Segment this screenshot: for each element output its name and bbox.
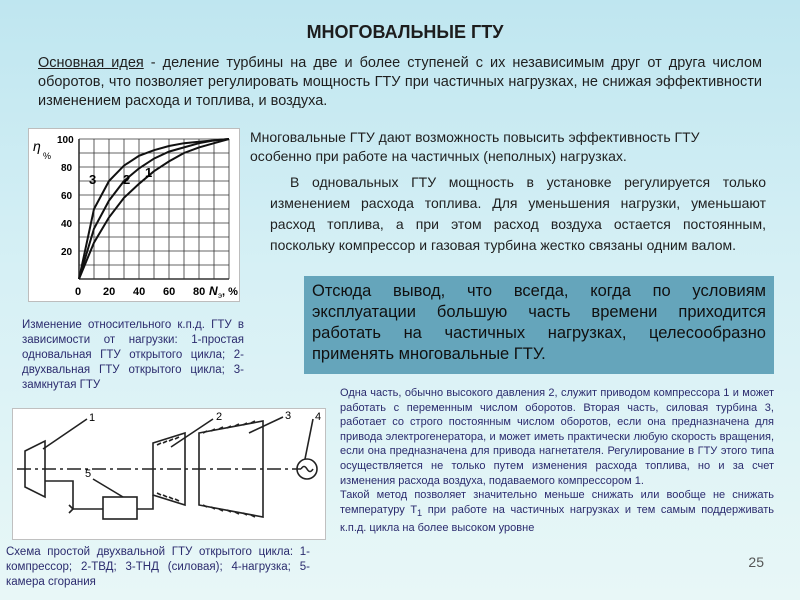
y-tick-80: 80 bbox=[61, 163, 73, 174]
compressed-air-duct bbox=[45, 481, 103, 509]
description-part1: Одна часть, обычно высокого давления 2, служит приводом компрессора 1 и может работать с переменным числом оборотов. Вторая часть, силовая турбина 3, работает со строго постоянным числом оборотов, если она предназначена для привода электрогенератора, и может иметь практически любую скорость вращения, если она предназначена для привода нагнетателя. Регулирование в ГТУ этого типа осуществляется не только путем изменения расхода топлива, но и за счет изменения расхода воздуха, подаваемого компрессором 1. bbox=[340, 387, 774, 487]
description-part2-sub: 1 bbox=[417, 507, 423, 518]
main-idea-paragraph bbox=[38, 54, 762, 111]
y-axis-label-eta: η bbox=[33, 138, 41, 154]
description-part2-before: Такой метод позволяет значительно меньше снижать или вообще не снижать температуру Т bbox=[340, 489, 774, 516]
hot-gas-duct bbox=[137, 495, 153, 509]
chart-grid bbox=[79, 139, 229, 279]
leader-5 bbox=[93, 479, 123, 497]
main-idea-text: - деление турбины на две и более ступеней с их независимым друг от друга числом оборотов, что позволяет регулировать мощность ГТУ при частичных нагрузках, не снижая эффективности изменением расхода и топлива, и воздуха. bbox=[38, 55, 762, 109]
leader-1 bbox=[43, 419, 87, 449]
curve-label-2: 2 bbox=[123, 172, 131, 187]
x-axis-label-sub: э bbox=[218, 291, 223, 300]
scheme-label-5: 5 bbox=[85, 468, 92, 480]
conclusion-box: Отсюда вывод, что всегда, когда по условиям эксплуатации большую часть времени приходится работать на частичных нагрузках, целесообразно применять многовальные ГТУ. bbox=[304, 276, 774, 374]
scheme-label-1: 1 bbox=[89, 412, 96, 424]
gtu-scheme-svg bbox=[13, 409, 327, 541]
generator-wave bbox=[301, 467, 313, 472]
y-tick-40: 40 bbox=[61, 219, 73, 230]
leader-4 bbox=[305, 419, 313, 459]
y-tick-20: 20 bbox=[61, 247, 73, 258]
description-part2 bbox=[340, 488, 774, 535]
x-tick-60: 60 bbox=[163, 286, 176, 298]
scheme-label-2: 2 bbox=[216, 411, 223, 423]
slide-title: МНОГОВАЛЬНЫЕ ГТУ bbox=[306, 22, 504, 42]
page-number: 25 bbox=[748, 554, 764, 570]
x-axis-label: N bbox=[209, 284, 218, 298]
x-axis-label-unit: , % bbox=[222, 286, 238, 298]
regulation-description bbox=[340, 386, 774, 535]
combustion-chamber bbox=[103, 497, 137, 519]
gtu-scheme-diagram bbox=[12, 408, 326, 540]
scheme-caption: Схема простой двухвальной ГТУ открытого цикла: 1-компрессор; 2-ТВД; 3-ТНД (силовая); 4-нагрузка; 5-камера сгорания bbox=[6, 546, 310, 588]
efficiency-graph bbox=[28, 128, 240, 302]
curve-label-3: 3 bbox=[89, 172, 97, 187]
main-idea-label: Основная идея bbox=[38, 55, 144, 71]
graph-caption: Изменение относительного к.п.д. ГТУ в зависимости от нагрузки: 1-простая одновальная ГТУ открытого цикла; 2-двухвальная ГТУ открытого цикла; 3-замкнутая ГТУ bbox=[22, 319, 244, 391]
scheme-label-3: 3 bbox=[285, 410, 292, 422]
leader-2 bbox=[171, 419, 213, 447]
y-tick-100: 100 bbox=[57, 135, 74, 146]
scheme-label-4: 4 bbox=[315, 411, 322, 423]
x-tick-0: 0 bbox=[75, 286, 82, 298]
x-tick-20: 20 bbox=[103, 286, 116, 298]
efficiency-chart-svg bbox=[29, 129, 241, 303]
y-axis-label-unit: % bbox=[43, 151, 52, 161]
single-shaft-text: В одновальных ГТУ мощность в установке регулируется только изменением расхода топлива. Для уменьшения нагрузки, уменьшают расход топлива, а при этом расход воздуха остается постоянным, поскольку компрессор и газовая турбина жестко связаны одним валом. bbox=[270, 174, 766, 253]
x-tick-80: 80 bbox=[193, 286, 206, 298]
leader-3 bbox=[249, 417, 283, 433]
description-part2-after: при работе на частичных нагрузках и тем самым поддерживать к.п.д. цикла на более высоком уровне bbox=[340, 503, 774, 534]
multishaft-advantage-text: Многовальные ГТУ дают возможность повысить эффективность ГТУ особенно при работе на частичных (неполных) нагрузках. bbox=[250, 129, 700, 164]
x-tick-40: 40 bbox=[133, 286, 146, 298]
y-tick-60: 60 bbox=[61, 191, 73, 202]
curve-label-1: 1 bbox=[145, 165, 153, 180]
